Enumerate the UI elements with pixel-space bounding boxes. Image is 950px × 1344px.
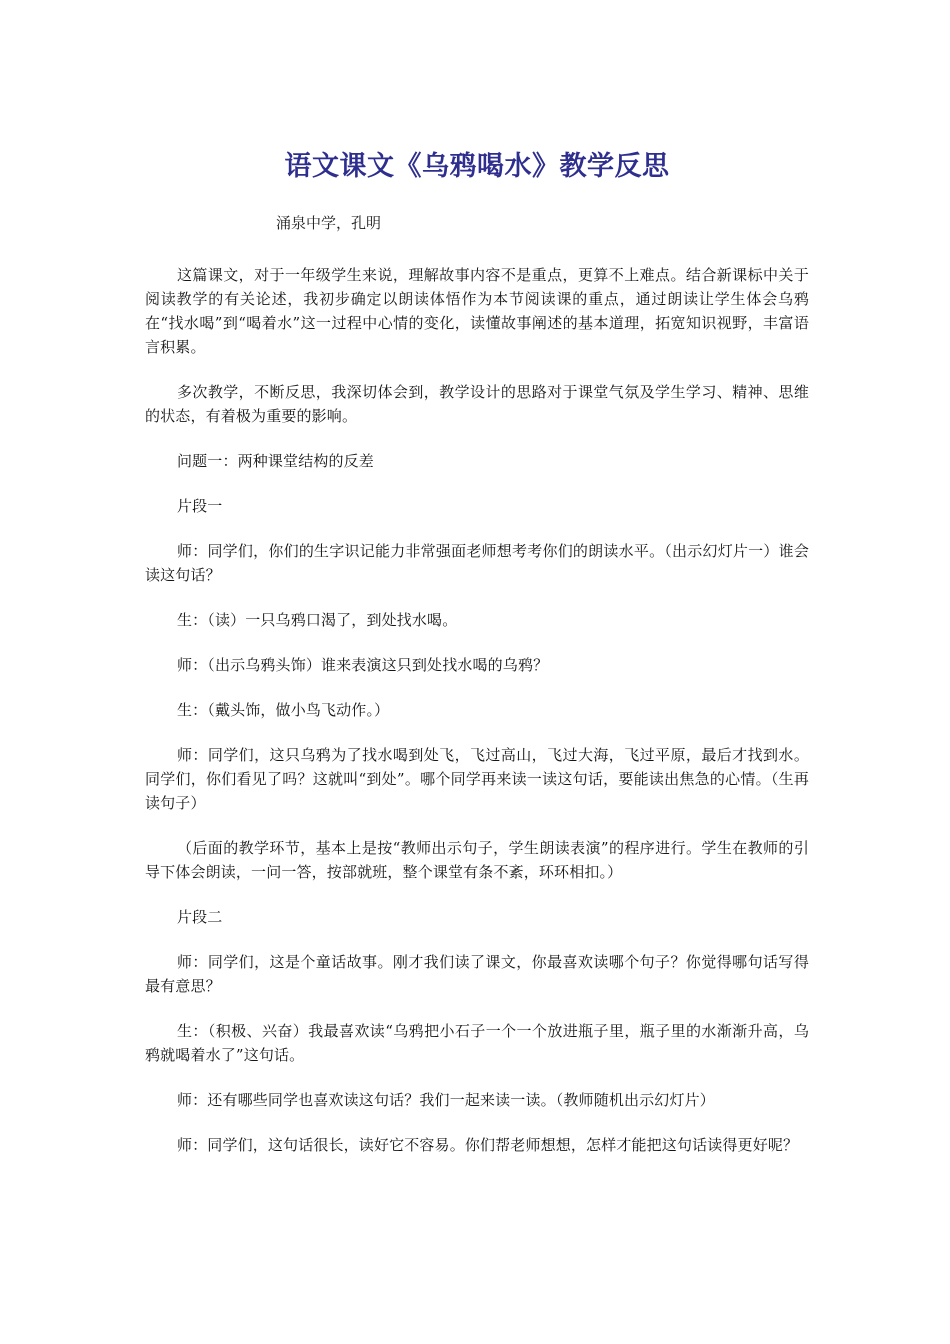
paragraph: 师：（出示乌鸦头饰）谁来表演这只到处找水喝的乌鸦？ bbox=[177, 656, 549, 674]
section-heading: 问题一：两种课堂结构的反差 bbox=[177, 452, 374, 470]
paragraph: 师：同学们，这只乌鸦为了找水喝到处飞，飞过高山，飞过大海，飞过平原，最后才找到水。同学们，你们看见了吗？这就叫“到处”。哪个同学再来读一读这句话，要能读出焦急的心情。（生再读句子） bbox=[145, 746, 809, 812]
paragraph: 师：同学们，这是个童话故事。刚才我们读了课文，你最喜欢读哪个句子？你觉得哪句话写得最有意思？ bbox=[145, 953, 809, 995]
section-subheading: 片段一 bbox=[177, 497, 223, 515]
document-title: 语文课文《乌鸦喝水》教学反思 bbox=[284, 151, 670, 182]
document-body bbox=[145, 263, 809, 1157]
paragraph: 这篇课文，对于一年级学生来说，理解故事内容不是重点，更算不上难点。结合新课标中关于阅读教学的有关论述，我初步确定以朗读体悟作为本节阅读课的重点，通过朗读让学生体会乌鸦在“找水喝”到“喝着水”这一过程中心情的变化，读懂故事阐述的基本道理，拓宽知识视野，丰富语言积累。 bbox=[145, 266, 809, 356]
paragraph: 生：（积极、兴奋）我最喜欢读“乌鸦把小石子一个一个放进瓶子里，瓶子里的水渐渐升高，乌鸦就喝着水了”这句话。 bbox=[145, 1022, 809, 1064]
paragraph: 师：同学们，你们的生字识记能力非常强面老师想考考你们的朗读水平。（出示幻灯片一）谁会读这句话？ bbox=[145, 542, 809, 584]
author-line: 涌泉中学，孔明 bbox=[276, 214, 382, 232]
paragraph: 多次教学，不断反思，我深切体会到，教学设计的思路对于课堂气氛及学生学习、精神、思维的状态，有着极为重要的影响。 bbox=[145, 383, 809, 425]
paragraph: 师：还有哪些同学也喜欢读这句话？我们一起来读一读。（教师随机出示幻灯片） bbox=[177, 1091, 715, 1109]
document-page bbox=[145, 145, 809, 1178]
paragraph: （后面的教学环节，基本上是按“教师出示句子，学生朗读表演”的程序进行。学生在教师的引导下体会朗读，一问一答，按部就班，整个课堂有条不紊，环环相扣。） bbox=[145, 839, 809, 881]
paragraph: 生：（读）一只乌鸦口渴了，到处找水喝。 bbox=[177, 611, 458, 629]
section-subheading: 片段二 bbox=[177, 908, 223, 926]
paragraph: 师：同学们，这句话很长，读好它不容易。你们帮老师想想，怎样才能把这句话读得更好呢？ bbox=[177, 1136, 799, 1154]
paragraph: 生：（戴头饰，做小鸟飞动作。） bbox=[177, 701, 390, 719]
